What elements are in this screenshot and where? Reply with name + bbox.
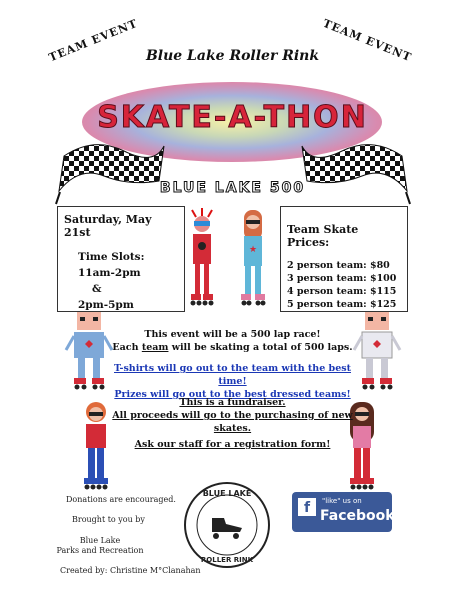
team-event-right: TEAM EVENT [321, 16, 414, 65]
event-title: SKATE-A-THON [97, 100, 368, 135]
ampersand: & [92, 283, 102, 295]
donations-note: Donations are encouraged. [66, 495, 176, 504]
event-date: Saturday, May 21st [64, 213, 152, 239]
event-subtitle: BLUE LAKE 500 [159, 180, 306, 196]
time-slot-2: 2pm-5pm [78, 299, 134, 311]
proceeds-line: All proceeds will go to the purchasing of new skates. [112, 410, 353, 434]
price-4-person: 4 person team: $115 [287, 286, 397, 297]
organizer-dept: Parks and Recreation [56, 546, 144, 555]
fundraiser-info [110, 396, 355, 435]
race-line-2: Each team will be skating a total of 500 laps. [112, 342, 353, 353]
time-slots-label: Time Slots: [78, 251, 145, 263]
team-emphasis: team [141, 342, 169, 353]
prices-box [280, 206, 408, 312]
time-slot-1: 11am-2pm [78, 267, 141, 279]
schedule-box [57, 206, 185, 312]
svg-text:ROLLER RINK: ROLLER RINK [200, 556, 254, 564]
prices-title: Team Skate Prices: [287, 223, 359, 249]
robot-skater-left [64, 310, 114, 390]
robot-skater-right [352, 310, 402, 390]
price-2-person: 2 person team: $80 [287, 260, 390, 271]
created-by: Created by: Christine M°Clanahan [60, 566, 201, 575]
ask-staff-line: Ask our staff for a registration form! [134, 439, 331, 450]
skater-figure-red [182, 206, 222, 310]
svg-text:★: ★ [248, 245, 258, 255]
race-line-1: This event will be a 500 lap race! [144, 329, 321, 340]
prizes-line: Prizes will go out to the best dressed teams! [114, 389, 351, 400]
roller-rink-logo [182, 480, 272, 570]
facebook-badge[interactable] [292, 492, 395, 532]
registration-info [110, 438, 355, 451]
facebook-f-icon: f [298, 498, 316, 516]
rink-name: Blue Lake Roller Rink [145, 48, 320, 64]
facebook-name: Facebook [320, 508, 395, 524]
svg-text:BLUE LAKE: BLUE LAKE [202, 489, 252, 498]
price-5-person: 5 person team: $125 [287, 299, 397, 310]
tshirts-line: T-shirts will go out to the team with the best time! [114, 363, 351, 387]
organizer-name: Blue Lake [79, 536, 121, 545]
facebook-like-text: "like" us on [322, 497, 362, 505]
team-event-left: TEAM EVENT [47, 16, 140, 65]
fundraiser-line: This is a fundraiser. [179, 397, 286, 408]
race-info [110, 328, 355, 354]
brought-by: Brought to you by [72, 515, 145, 524]
price-3-person: 3 person team: $100 [287, 273, 397, 284]
skater-figure-blue [235, 206, 271, 310]
